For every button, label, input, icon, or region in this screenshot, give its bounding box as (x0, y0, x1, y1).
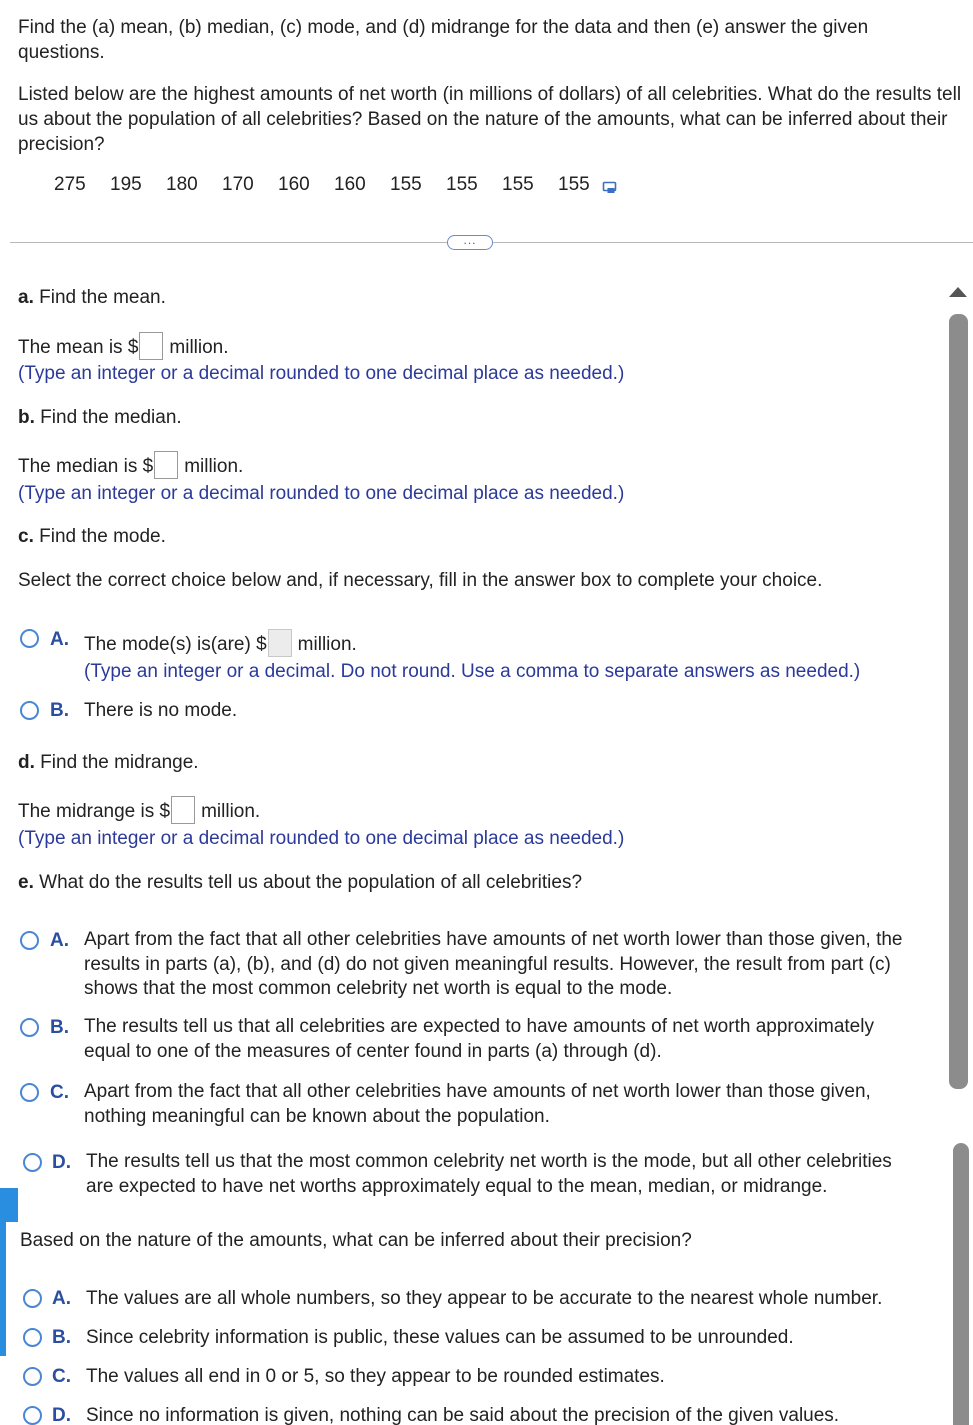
population-option-a-radio[interactable] (20, 931, 39, 950)
part-d-answer-line: The midrange is $ million. (18, 798, 260, 826)
question-prompt: Listed below are the highest amounts of net worth (in millions of dollars) of all celebrities. What do the results tell us about the population of all celebrities? Based on the nature of the amounts, what can be inferred about their precision? (18, 84, 962, 155)
population-option-d-text: The results tell us that the most common celebrity net worth is the mode, but all other celebrities are expected to have net worths approximately equal to the mean, median, or midrange. (86, 1151, 892, 1197)
data-values-row (54, 174, 620, 196)
secondary-scrollbar-thumb[interactable] (953, 1143, 969, 1425)
data-value: 160 (278, 174, 310, 195)
part-c-instruction: Select the correct choice below and, if necessary, fill in the answer box to complete your choice. (18, 570, 823, 591)
part-a-hint: (Type an integer or a decimal rounded to one decimal place as needed.) (18, 363, 625, 384)
precision-question: Based on the nature of the amounts, what can be inferred about their precision? (20, 1230, 692, 1251)
population-option-a-text: Apart from the fact that all other celebrities have amounts of net worth lower than those given, the results in parts (a), (b), and (d) do not given meaningful results. However, the result from part (c) shows that the most common celebrity net worth is equal to the mode. (84, 929, 903, 999)
data-value: 155 (390, 174, 422, 195)
expand-button[interactable]: ... (447, 235, 493, 250)
mode-option-b-text: There is no mode. (84, 700, 238, 721)
population-option-a-letter: A. (50, 930, 69, 951)
precision-option-b-letter: B. (52, 1327, 71, 1348)
mode-option-b-letter: B. (50, 700, 69, 721)
midrange-answer-box[interactable] (171, 796, 195, 824)
data-value: 195 (110, 174, 142, 195)
precision-option-a-radio[interactable] (23, 1289, 42, 1308)
part-c-heading: c. Find the mode. (18, 526, 166, 547)
precision-option-d-letter: D. (52, 1405, 71, 1425)
mean-answer-box[interactable] (139, 332, 163, 360)
data-value: 155 (502, 174, 534, 195)
part-a-heading: a. Find the mean. (18, 287, 166, 308)
question-intro: Find the (a) mean, (b) median, (c) mode, and (d) midrange for the data and then (e) answer the given questions. (18, 17, 869, 63)
population-option-c-radio[interactable] (20, 1083, 39, 1102)
mode-option-a-radio[interactable] (20, 629, 39, 648)
data-value: 155 (558, 174, 590, 195)
data-value: 180 (166, 174, 198, 195)
mode-option-b-radio[interactable] (20, 701, 39, 720)
precision-option-d-text: Since no information is given, nothing can be said about the precision of the given values. (86, 1405, 840, 1425)
scrollbar-thumb[interactable] (949, 314, 968, 1089)
precision-option-b-text: Since celebrity information is public, these values can be assumed to be unrounded. (86, 1327, 794, 1348)
focus-indicator-tab (6, 1188, 18, 1222)
scroll-up-arrow-icon[interactable] (949, 287, 967, 297)
precision-option-b-radio[interactable] (23, 1328, 42, 1347)
mode-option-a-hint: (Type an integer or a decimal. Do not round. Use a comma to separate answers as needed.) (84, 661, 861, 682)
part-d-heading: d. Find the midrange. (18, 752, 199, 773)
part-b-heading: b. Find the median. (18, 407, 182, 428)
mode-answer-box[interactable] (268, 629, 292, 657)
median-answer-box[interactable] (154, 451, 178, 479)
part-d-hint: (Type an integer or a decimal rounded to one decimal place as needed.) (18, 828, 625, 849)
precision-option-c-letter: C. (52, 1366, 71, 1387)
population-option-b-letter: B. (50, 1017, 69, 1038)
part-e-heading: e. What do the results tell us about the population of all celebrities? (18, 872, 583, 893)
population-option-b-text: The results tell us that all celebrities are expected to have amounts of net worth approximately equal to one of the measures of center found in parts (a) through (d). (84, 1016, 874, 1062)
part-a-answer-line: The mean is $ million. (18, 334, 229, 362)
population-option-c-letter: C. (50, 1082, 69, 1103)
precision-option-a-letter: A. (52, 1288, 71, 1309)
data-value: 275 (54, 174, 86, 195)
population-option-d-radio[interactable] (23, 1153, 42, 1172)
part-b-answer-line: The median is $ million. (18, 453, 243, 481)
precision-option-c-text: The values all end in 0 or 5, so they appear to be rounded estimates. (86, 1366, 665, 1387)
part-b-hint: (Type an integer or a decimal rounded to one decimal place as needed.) (18, 483, 625, 504)
precision-option-a-text: The values are all whole numbers, so they appear to be accurate to the nearest whole number. (86, 1288, 883, 1309)
precision-option-d-radio[interactable] (23, 1406, 42, 1425)
data-value: 160 (334, 174, 366, 195)
population-option-d-letter: D. (52, 1152, 71, 1173)
mode-option-a-letter: A. (50, 629, 69, 650)
precision-option-c-radio[interactable] (23, 1367, 42, 1386)
data-value: 155 (446, 174, 478, 195)
population-option-c-text: Apart from the fact that all other celebrities have amounts of net worth lower than those given, nothing meaningful can be known about the population. (84, 1081, 871, 1127)
population-option-b-radio[interactable] (20, 1018, 39, 1037)
data-value: 170 (222, 174, 254, 195)
mode-option-a-text: The mode(s) is(are) $ million. (84, 631, 357, 659)
copy-data-icon[interactable] (602, 178, 620, 196)
